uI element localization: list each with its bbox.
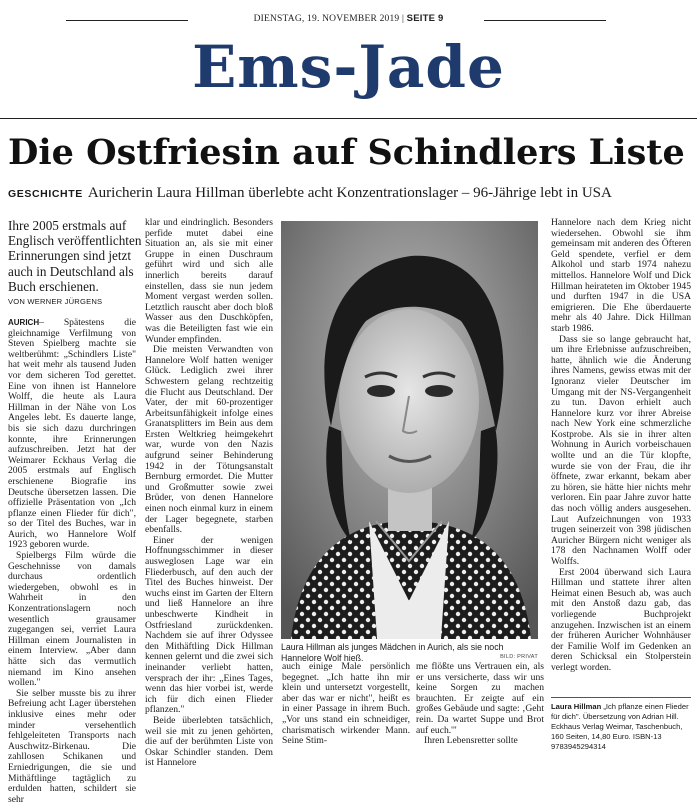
masthead-title: Ems-Jade bbox=[192, 33, 505, 101]
text-column-4 bbox=[551, 218, 691, 693]
article-subheadline: Auricherin Laura Hillman überlebte acht Konzentrationslager – 96-Jährige lebt in USA bbox=[87, 185, 612, 201]
issue-date: DIENSTAG, 19. NOVEMBER 2019 bbox=[253, 14, 400, 24]
paragraph: Dass sie so lange gebraucht hat, um ihre Erlebnisse aufzuschreiben, hatte, ähnlich wie die Änderung ihres Namens, gewiss etwas mit der Ignoranz vieler Deutscher im Umgang mit der NS-Vergangenheit zu tun. Davon erhielt auch Hannelore kurz vor ihrer Abreise nach New York eine schmerzliche Kostprobe. Als sie in ihrer alten Wohnung in Aurich vorbeischauen wollte und an die Tür klopfte, wurde sie von der Frau, die ihr öffnete, zwar erkannt, bekam aber zu hören, sie hätte hier nichts mehr verloren. Ein paar Jahre zuvor hatte das noch völlig anders ausgesehen. Laut Aufzeichnungen von 1933 trugen seinerzeit von 398 jüdischen Auricher Bürgern nicht weniger als 178 den Nachnamen Wolff oder Wolffs. bbox=[551, 333, 691, 567]
dateline-bar: DIENSTAG, 19. NOVEMBER 2019 | SEITE 9 bbox=[253, 13, 444, 24]
book-details: „Ich pflanze einen Flieder für dich". Übersetzung von Adrian Hill. Eckhaus Verlag Weimar, Taschenbuch, 160 Seiten, 14,80 Euro. ISBN-13 9783945294314 bbox=[551, 702, 689, 751]
text-column-3b bbox=[416, 662, 544, 762]
paragraph: me flößte uns Vertrauen ein, als er uns versicherte, dass wir uns keine Sorgen zu machen brauchten. Er zeigte auf ein großes Gebäude und sagte: ‚Geht rein. Da wartet Suppe und Brot auf euch.'" bbox=[416, 661, 544, 736]
article-subheadline-row bbox=[8, 183, 612, 204]
paragraph: Einer der wenigen Hoffnungsschimmer in dieser ausweglosen Lage war ein Fliederbusch, auf den auch der Titel des Buches hinweist. Der wuchs einst im Garten der Eltern und ließ Hannelore an ihre unbeschwerte Kindheit in Ostfriesland zurückdenken. Nachdem sie auf ihrer Odyssee den Mithäftling Dick Hillman kennen gelernt und die zwei sich ineinander verliebt hatten, versprach der ihr: „Eines Tages, wenn das hier vorbei ist, werde ich für dich einen Flieder pflanzen." bbox=[145, 534, 273, 716]
paragraph: Ihren Lebensretter sollte bbox=[424, 735, 518, 747]
masthead-divider bbox=[0, 118, 697, 119]
book-info-divider bbox=[551, 697, 691, 698]
paragraph: Spielbergs Film würde die Geschehnisse von damals durchaus ordentlich wiedergeben, obwohl es in Wahrheit in den Konzentrationslagern noch wesentlich grausamer zugegangen sei, verriet Laura Hillman einem Journalisten in einem Interview. „Aber dann hätte sich das vermutlich niemand im Kino ansehen wollen." bbox=[8, 550, 136, 689]
text-column-2 bbox=[145, 217, 273, 769]
paragraph: Die meisten Verwandten von Hannelore Wolf hatten weniger Glück. Lediglich zwei ihrer Schwestern gelang rechtzeitig die Flucht aus Deutschland. Der Vater, der mit 60-prozentiger Arbeitsunfähigkeit infolge eines Granatsplitters im Bein aus dem Ersten Weltkrieg heimgekehrt war, wurde von den Nazis aufgrund seiner Behinderung 1942 in der Tötungsanstalt Bernburg ermordet. Die Mutter und Großmutter sowie zwei Brüder, von denen Hannelore einen noch einmal kurz in einem der Lager begegnete, starben ebenfalls. bbox=[145, 344, 273, 536]
text-column-1 bbox=[8, 317, 136, 805]
photo-credit: BILD: PRIVAT bbox=[500, 654, 538, 660]
paragraph: Erst 2004 überwand sich Laura Hillman und stattete ihrer alten Heimat einen Besuch ab, was auch mit den Anstoß dazu gab, das vorliegende Buchprojekt anzugehen. Inzwischen ist an einem der früheren Auricher Wohnhäuser der Familie Wolf im Gedenken an deren Schicksal ein Stolperstein verlegt worden. bbox=[551, 566, 691, 673]
article-headline: Die Ostfriesin auf Schindlers Liste bbox=[8, 132, 685, 173]
portrait-photo bbox=[281, 221, 538, 639]
paragraph: AURICH– Spätestens die gleichnamige Verfilmung von Steven Spielberg machte sie weltberühmt: „Schindlers Liste" hat weit mehr als tausend Juden vor dem sicheren Tod gerettet. Eine von ihnen ist Hannelore Wolff, die heute als Laura Hillman in der Nähe von Los Angeles lebt. Es dauerte lange, bis sie sich dazu durchringen konnte, ihre Erinnerungen aufzuschreiben. Jetzt hat der Weimarer Eckhaus Verlag die 2005 erstmals auf Englisch erschienene Biografie ins Deutsche übersetzen lassen. Die offizielle Präsentation von „Ich pflanze einen Flieder für dich", so der Titel des Buches, war in Aurich, wo Hannelore Wolf 1923 geboren wurde. bbox=[8, 317, 136, 551]
paragraph: Hannelore nach dem Krieg nicht wiedersehen. Obwohl sie ihm gemeinsam mit anderen des Öfteren Geld spendete, verfiel er dem Alkohol und starb 1974 nahezu mittellos. Hannelore Wolf und Dick Hillman heirateten im Oktober 1945 und durften 1947 in die USA emigrieren. Die Ehe überdauerte mehr als 40 Jahre. Dick Hillman starb 1986. bbox=[551, 217, 691, 334]
book-info-box bbox=[551, 702, 693, 752]
article-lead: Ihre 2005 erstmals auf Englisch veröffentlichten Erinnerungen sind jetzt auch in Deutschland als Buch erschienen. bbox=[8, 218, 142, 294]
portrait-illustration bbox=[281, 221, 538, 639]
text-column-3a bbox=[282, 662, 410, 762]
paragraph: auch einige Male persönlich begegnet. „Ich hatte ihn mir klein und untersetzt vorgestellt, aber das war er nicht", heißt es in einer Passage in ihrem Buch. „Vor uns stand ein schneidiger, charismatisch wirkender Mann. Seine Stim- bbox=[282, 661, 410, 747]
paragraph: klar und eindringlich. Besonders perfide mutet dabei eine Situation an, als sie mit einer Gruppe in einen Duschraum geführt wird und sich alle innerlich bereits darauf einstellen, dass sie nun jedem Moment vergast werden sollen. Letztlich rauscht aber doch bloß Wasser aus den Duschköpfen, was die Beteiligten fast wie ein Wunder empfinden. bbox=[145, 217, 273, 345]
photo-caption: Laura Hillman als junges Mädchen in Aurich, als sie noch Hannelore Wolf hieß. bbox=[281, 642, 504, 663]
paragraph: Sie selber musste bis zu ihrer Befreiung acht Lager überstehen inklusive eines mehr oder minder versehentlich fehlgeleiteten Transports nach Auschwitz-Birkenau. Die zahllosen Schikanen und Erniedrigungen, die sie und Mithäftlinge tagtäglich zu erdulden hatten, schildert sie sehr bbox=[8, 687, 136, 805]
page-number: SEITE 9 bbox=[406, 13, 444, 24]
article-byline: VON WERNER JÜRGENS bbox=[8, 297, 103, 306]
section-kicker: GESCHICHTE bbox=[8, 188, 83, 200]
paragraph: Beide überlebten tatsächlich, weil sie mit zu jenen gehörten, die auf der berühmten Liste von Oskar Schindler standen. Dem ist Hannelore bbox=[145, 714, 273, 769]
book-author: Laura Hillman bbox=[551, 702, 602, 711]
dateline-location: AURICH bbox=[8, 318, 40, 327]
